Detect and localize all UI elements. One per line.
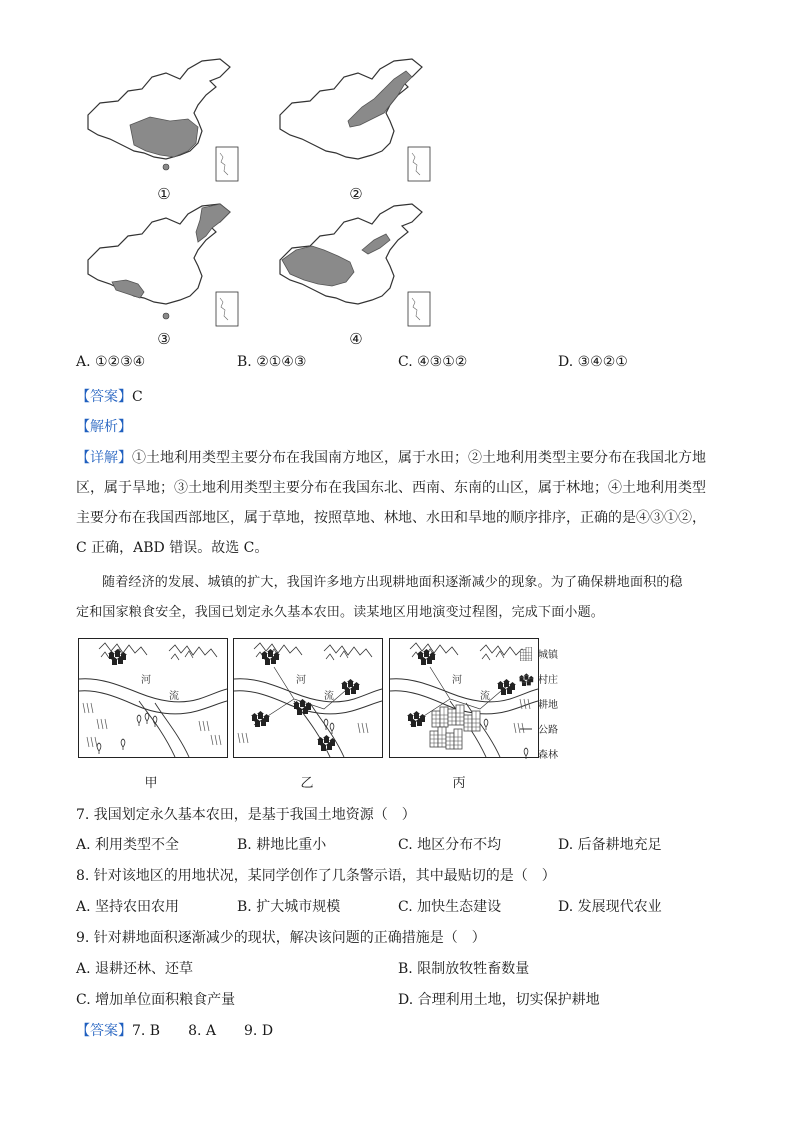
answer1-value: C [132, 389, 143, 405]
road-icon [518, 722, 534, 736]
legend-farmland [518, 696, 558, 711]
detail1-line4: C 正确，ABD 错误。故选 C。 [76, 540, 269, 556]
answer2-value: 7. B 8. A 9. D [132, 1023, 274, 1039]
q8-option-b: B. 扩大城市规模 [237, 899, 341, 915]
panel-caption-bing: 丙 [452, 776, 466, 791]
q7-option-d: D. 后备耕地充足 [558, 837, 662, 853]
detail1 [76, 443, 716, 563]
panel-caption-yi: 乙 [300, 776, 314, 791]
detail1-line3: 主要分布在我国西部地区，属于草地，按照草地、林地、水田和旱地的顺序排序，正确的是④③①②， [76, 510, 706, 526]
answer1 [76, 386, 143, 406]
intro [76, 568, 716, 628]
q7-stem: 7. 我国划定永久基本农田，是基于我国土地资源（ ） [76, 807, 416, 823]
legend-village-label: 村庄 [538, 675, 558, 686]
river-char-2: 流 [169, 691, 179, 702]
village-icon [518, 672, 534, 686]
panel-jia [78, 638, 228, 758]
legend-road-label: 公路 [538, 725, 558, 736]
answer2 [76, 1020, 273, 1040]
china-map-4 [262, 200, 442, 330]
river-char-2: 流 [480, 691, 490, 702]
q9-option-c: C. 增加单位面积粮食产量 [76, 992, 236, 1008]
q9-option-a: A. 退耕还林、还草 [76, 961, 194, 977]
map-label-3: ③ [157, 330, 171, 348]
panel-caption-jia: 甲 [144, 776, 158, 791]
china-map-1 [70, 55, 250, 185]
q7-option-c: C. 地区分布不均 [398, 837, 502, 853]
intro-line2: 定和国家粮食安全，我国已划定永久基本农田。读某地区用地演变过程图，完成下面小题。 [76, 605, 605, 620]
legend-farmland-label: 耕地 [538, 700, 558, 711]
detail1-label: 【详解】 [76, 450, 132, 466]
q8-stem: 8. 针对该地区的用地状况，某同学创作了几条警示语，其中最贴切的是（ ） [76, 868, 556, 884]
q8-option-d: D. 发展现代农业 [558, 899, 662, 915]
legend-forest-label: 森林 [538, 750, 558, 761]
river-char-2: 流 [324, 691, 334, 702]
analysis1-label: 【解析】 [76, 419, 132, 435]
farmland-icon [518, 697, 534, 711]
panel-yi [233, 638, 383, 758]
q9-option-b: B. 限制放牧牲畜数量 [398, 961, 530, 977]
q7-option-b: B. 耕地比重小 [237, 837, 327, 853]
map-label-2: ② [349, 185, 363, 203]
map-label-1: ① [157, 185, 171, 203]
q8-option-a: A. 坚持农田农用 [76, 899, 180, 915]
prev-option-d: D. ③④②① [558, 354, 628, 370]
map-label-4: ④ [349, 330, 363, 348]
q8-option-c: C. 加快生态建设 [398, 899, 502, 915]
legend-town [518, 646, 558, 661]
river-char-1: 河 [452, 675, 462, 686]
legend-road [518, 721, 558, 736]
detail1-line2: 区，属于旱地；③土地利用类型主要分布在我国东北、西南、东南的山区，属于林地；④土地利用类型 [76, 480, 706, 496]
analysis1 [76, 416, 132, 436]
town-icon [518, 647, 534, 661]
answer2-label: 【答案】 [76, 1023, 132, 1039]
forest-icon [518, 747, 534, 761]
china-map-3 [70, 200, 250, 330]
panel-bing [389, 638, 539, 758]
legend-town-label: 城镇 [538, 650, 558, 661]
prev-option-b: B. ②①④③ [237, 354, 307, 370]
river-char-1: 河 [141, 675, 151, 686]
prev-option-a: A. ①②③④ [76, 354, 146, 370]
detail1-line1: ①土地利用类型主要分布在我国南方地区，属于水田；②土地利用类型主要分布在我国北方地 [132, 450, 706, 466]
q9-stem: 9. 针对耕地面积逐渐减少的现状，解决该问题的正确措施是（ ） [76, 930, 486, 946]
china-map-2 [262, 55, 442, 185]
q7-option-a: A. 利用类型不全 [76, 837, 180, 853]
legend-forest [518, 746, 558, 761]
prev-option-c: C. ④③①② [398, 354, 468, 370]
answer1-label: 【答案】 [76, 389, 132, 405]
q9-option-d: D. 合理利用土地，切实保护耕地 [398, 992, 600, 1008]
river-char-1: 河 [296, 675, 306, 686]
legend-village [518, 671, 558, 686]
intro-line1: 随着经济的发展、城镇的扩大，我国许多地方出现耕地面积逐渐减少的现象。为了确保耕地面积的稳 [102, 575, 683, 590]
